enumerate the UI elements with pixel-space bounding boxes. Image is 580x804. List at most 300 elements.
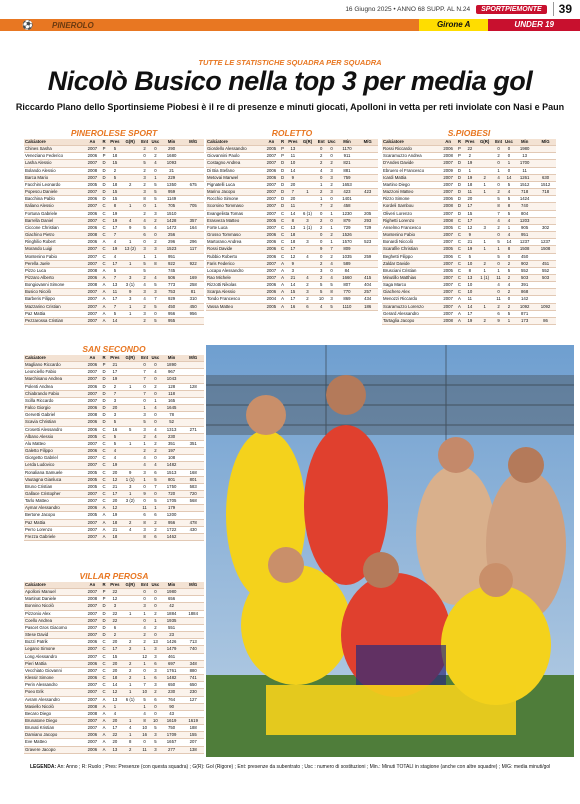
table-cell: 2 <box>150 440 161 447</box>
table-cell: 2006 <box>265 232 279 239</box>
table-cell: Damiano Jacopo <box>24 732 85 739</box>
table-header-row <box>24 355 204 362</box>
table-cell: 12 <box>109 505 122 512</box>
table-cell: 9 <box>287 260 299 267</box>
table-cell <box>121 462 139 469</box>
table-cell: 90 <box>161 703 183 710</box>
stats-table <box>24 582 204 754</box>
table-cell: 1750 <box>161 483 183 490</box>
table-cell: 2007 <box>85 146 99 153</box>
table-cell: C <box>100 490 109 497</box>
table-cell: 5 <box>121 426 139 433</box>
table-cell <box>182 397 204 404</box>
table-cell: 20 <box>287 196 299 203</box>
table-cell: 2 <box>109 383 122 390</box>
table-cell <box>535 310 556 317</box>
table-row <box>206 224 378 231</box>
table-cell <box>182 196 204 203</box>
table-cell: 1 <box>150 505 161 512</box>
table-cell: D <box>100 610 109 617</box>
table-cell <box>299 203 316 210</box>
table-cell <box>535 153 556 160</box>
table-cell: 13 <box>109 282 122 289</box>
table-cell: 5 <box>139 260 150 267</box>
table-cell: 8 <box>504 203 514 210</box>
table-cell: Eve Matteo <box>24 739 85 746</box>
table-cell: A <box>100 505 109 512</box>
table-cell <box>357 246 378 253</box>
table-cell: 18 <box>109 181 122 188</box>
table-cell <box>121 196 139 203</box>
table-row <box>382 174 556 181</box>
table-cell: 568 <box>182 498 204 505</box>
table-cell: 23 <box>161 632 183 639</box>
table-cell <box>476 167 493 174</box>
table-cell <box>476 253 493 260</box>
girone-tag: Girone A <box>419 19 488 31</box>
table-row <box>24 689 204 696</box>
table-cell: Fortuna Gabriele <box>24 210 85 217</box>
table-cell <box>299 146 316 153</box>
table-cell: 5 <box>109 174 122 181</box>
table-cell: 8 <box>464 267 476 274</box>
table-row <box>382 189 556 196</box>
column-header: Pres <box>465 139 475 144</box>
table-cell: 2005 <box>441 246 455 253</box>
table-cell: 128 <box>161 383 183 390</box>
table-cell: 0 <box>139 203 150 210</box>
table-cell: 391 <box>514 282 535 289</box>
table-row <box>206 174 378 181</box>
table-cell: 2 <box>139 274 150 281</box>
table-cell: D <box>100 617 109 624</box>
table-cell: Marchisano Andrea <box>24 376 85 383</box>
table-cell: 2007 <box>85 490 99 497</box>
table-cell: 2006 <box>85 153 99 160</box>
table-row <box>382 196 556 203</box>
table-cell: 2006 <box>265 289 279 296</box>
table-row <box>382 153 556 160</box>
table-cell: 1 <box>150 397 161 404</box>
table-cell: 2006 <box>85 224 99 231</box>
table-cell: C <box>455 246 464 253</box>
table-cell: 804 <box>514 210 535 217</box>
table-cell: 2 <box>316 217 326 224</box>
table-cell: A <box>100 239 109 246</box>
table-cell: 1513 <box>161 469 183 476</box>
table-cell: 0 <box>150 146 161 153</box>
table-cell: 1 <box>121 310 139 317</box>
table-cell: Faris Federico <box>206 260 265 267</box>
table-cell: A <box>455 310 464 317</box>
table-cell: 1 <box>493 267 503 274</box>
table-cell: Righetti Lorenzo <box>382 217 441 224</box>
table-cell: 2006 <box>85 239 99 246</box>
table-row <box>24 725 204 732</box>
table-cell: 2007 <box>265 160 279 167</box>
table-cell: 0 <box>316 232 326 239</box>
table-cell: 15 <box>109 160 122 167</box>
table-cell: C <box>100 476 109 483</box>
table-cell: 4 <box>326 274 336 281</box>
table-cell <box>182 653 204 660</box>
table-cell: 430 <box>182 526 204 533</box>
table-cell: 718 <box>535 189 556 196</box>
table-cell: 6 <box>150 675 161 682</box>
table-cell: 2007 <box>85 696 99 703</box>
column-header: M/G <box>535 139 556 146</box>
table-cell: 19 <box>109 210 122 217</box>
column-header: R <box>100 355 109 362</box>
table-cell: 720 <box>182 490 204 497</box>
table-cell: C <box>100 469 109 476</box>
table-cell: 2007 <box>441 282 455 289</box>
table-cell: Becaro Diego <box>24 710 85 717</box>
table-cell: 2007 <box>265 196 279 203</box>
table-cell: 718 <box>514 189 535 196</box>
table-cell: 1 <box>476 267 493 274</box>
table-cell: 2 <box>150 239 161 246</box>
table-cell: 271 <box>182 426 204 433</box>
team-photo <box>206 345 574 757</box>
table-cell: Metovai Manwel <box>206 174 265 181</box>
table-cell: 2006 <box>85 426 99 433</box>
table-cell: 18 <box>287 232 299 239</box>
table-cell: Paz Mattia <box>24 310 85 317</box>
table-cell: 1884 <box>182 610 204 617</box>
table-cell: D <box>455 210 464 217</box>
table-cell: 1237 <box>535 239 556 246</box>
table-cell: A <box>100 310 109 317</box>
table-cell: Gallace Cristopher <box>24 490 85 497</box>
table-cell <box>121 369 139 376</box>
table-cell: 52 <box>161 419 183 426</box>
table-row <box>24 289 204 296</box>
table-cell: 10 <box>464 282 476 289</box>
table-cell: Menozzi Riccardo <box>382 296 441 303</box>
table-cell: Galetto Filippo <box>24 448 85 455</box>
column-header: Ent <box>141 355 149 360</box>
table-cell: Bozzi Patrik <box>24 639 85 646</box>
table-row <box>24 224 204 231</box>
table-cell: Barberis Filippo <box>24 296 85 303</box>
table-cell: Tartaglia Jacopo <box>382 317 441 324</box>
table-cell: 2006 <box>265 253 279 260</box>
table-cell: 7 <box>109 303 122 310</box>
table-cell: C <box>100 639 109 646</box>
table-cell: 0 <box>326 196 336 203</box>
table-cell: 4 <box>109 710 122 717</box>
table-cell: 10 <box>464 289 476 296</box>
table-cell: C <box>100 675 109 682</box>
table-cell: 750 <box>161 725 183 732</box>
table-cell: 0 <box>150 310 161 317</box>
table-cell: Costagno Andrea <box>206 160 265 167</box>
column-header: Min <box>161 355 183 362</box>
table-cell: 2008 <box>441 217 455 224</box>
table-cell <box>121 317 139 324</box>
table-cell: Morando Luigi <box>24 246 85 253</box>
table-row <box>382 167 556 174</box>
table-cell: 5 <box>326 303 336 310</box>
table-cell: 1110 <box>337 303 358 310</box>
table-cell: 2007 <box>85 603 99 610</box>
table-cell: C <box>100 433 109 440</box>
table-row <box>24 639 204 646</box>
table-cell: 1482 <box>161 462 183 469</box>
table-cell: Brusciani Cristian <box>382 267 441 274</box>
table-cell: Forte Luca <box>206 224 265 231</box>
table-cell: 4 <box>493 174 503 181</box>
table-cell: 2006 <box>441 253 455 260</box>
table-cell: 3 <box>150 289 161 296</box>
table-cell: Aymar Alessandro <box>24 505 85 512</box>
table-cell: 2 <box>476 260 493 267</box>
table-cell: 1170 <box>337 146 358 153</box>
table-row <box>24 682 204 689</box>
table-row <box>206 253 378 260</box>
table-cell: 20 <box>287 181 299 188</box>
table-cell: Rocchio Simone <box>206 196 265 203</box>
table-cell: Tondo Francesco <box>206 296 265 303</box>
table-row <box>24 196 204 203</box>
table-cell: 10 <box>287 160 299 167</box>
table-cell: 1 <box>139 646 150 653</box>
table-cell: 0 <box>316 146 326 153</box>
table-cell: C <box>278 253 287 260</box>
table-cell: C <box>455 289 464 296</box>
table-cell: 4 <box>139 455 150 462</box>
table-cell <box>476 310 493 317</box>
table-cell: 5 <box>150 189 161 196</box>
column-header: Min <box>514 139 535 146</box>
table-cell: D <box>100 632 109 639</box>
table-cell: 3 <box>109 397 122 404</box>
column-header: Calciatore <box>206 139 265 146</box>
table-cell <box>121 390 139 397</box>
table-cell: 871 <box>514 310 535 317</box>
table-cell: 1 <box>121 303 139 310</box>
table-cell: 14 <box>287 167 299 174</box>
table-cell <box>121 653 139 660</box>
table-cell: 745 <box>161 267 183 274</box>
table-cell: 2007 <box>441 303 455 310</box>
table-cell <box>121 703 139 710</box>
table-cell: 8 <box>287 217 299 224</box>
table-row <box>382 239 556 246</box>
table-cell: 5 <box>150 498 161 505</box>
table-cell: 2007 <box>85 217 99 224</box>
table-cell: 169 <box>182 274 204 281</box>
column-header: Min <box>161 139 183 146</box>
table-cell <box>357 232 378 239</box>
column-header: M/G <box>182 582 204 589</box>
table-cell: 2007 <box>85 303 99 310</box>
table-cell <box>535 210 556 217</box>
table-row <box>24 419 204 426</box>
table-row <box>24 667 204 674</box>
table-row <box>24 217 204 224</box>
table-cell: D <box>455 196 464 203</box>
table-cell <box>299 267 316 274</box>
table-row <box>24 317 204 324</box>
table-cell: 2005 <box>85 483 99 490</box>
table-row <box>24 505 204 512</box>
table-cell: A <box>100 289 109 296</box>
table-cell: D <box>100 181 109 188</box>
table-cell: 1 <box>121 203 139 210</box>
table-cell: 1705 <box>161 498 183 505</box>
table-cell: 1428 <box>161 217 183 224</box>
table-cell: 11 <box>287 153 299 160</box>
table-cell: 3 <box>150 746 161 753</box>
table-cell: 188 <box>182 725 204 732</box>
table-cell <box>182 253 204 260</box>
table-cell: 8 <box>139 717 150 724</box>
table-cell: 0 <box>493 146 503 153</box>
table-cell: Scavia Christian <box>24 419 85 426</box>
table-cell: A <box>100 732 109 739</box>
table-cell: D <box>100 405 109 412</box>
column-header: Calciatore <box>24 582 85 589</box>
table-cell <box>299 153 316 160</box>
table-cell: Pizzaro Alberto <box>24 274 85 281</box>
table-cell: C <box>455 232 464 239</box>
table-cell: 503 <box>535 274 556 281</box>
table-cell: 2 <box>316 189 326 196</box>
table-cell: 1523 <box>161 246 183 253</box>
table-cell: 1890 <box>161 362 183 369</box>
table-cell: 1 <box>493 246 503 253</box>
table-cell: 3 (2) <box>121 498 139 505</box>
table-cell: Rizzo Simone <box>382 196 441 203</box>
top-line <box>0 0 580 18</box>
column-header: R <box>100 139 109 146</box>
table-cell: 2 <box>121 646 139 653</box>
table-cell: P <box>100 596 109 603</box>
table-row <box>206 274 378 281</box>
table-cell <box>121 617 139 624</box>
table-cell: C <box>100 455 109 462</box>
table-cell: C <box>455 253 464 260</box>
table-cell: 2007 <box>441 160 455 167</box>
table-cell: Martinat Daniele <box>24 596 85 603</box>
table-cell: Scaramuzzo Andrea <box>382 153 441 160</box>
table-cell: 2 <box>299 282 316 289</box>
table-cell: 2007 <box>85 725 99 732</box>
headline: Nicolò Busico nella top 3 per media gol <box>47 66 533 96</box>
table-cell: 5 <box>493 196 503 203</box>
table-cell: 2008 <box>85 232 99 239</box>
table-cell: P <box>100 146 109 153</box>
table-cell: 17 <box>464 203 476 210</box>
table-cell: 1035 <box>337 253 358 260</box>
table-cell: 9 <box>139 490 150 497</box>
table-row <box>382 289 556 296</box>
table-cell: Tarlo Matteo <box>24 498 85 505</box>
table-cell: Icardi Mattia <box>382 174 441 181</box>
table-cell: 4 <box>504 232 514 239</box>
table-cell: 1 <box>121 490 139 497</box>
column-header: G(R) <box>121 582 139 589</box>
table-cell: Pizzonio Alex <box>24 610 85 617</box>
table-cell: 13 <box>464 274 476 281</box>
table-cell: 0 <box>150 167 161 174</box>
table-cell: 1722 <box>161 526 183 533</box>
page-number: 39 <box>553 2 572 16</box>
table-cell: 2006 <box>85 732 99 739</box>
table-cell: 15 <box>109 196 122 203</box>
table-cell: 3 <box>476 224 493 231</box>
table-cell: 458 <box>337 203 358 210</box>
table-cell: 18 <box>109 153 122 160</box>
table-cell: 967 <box>161 369 183 376</box>
table-cell <box>357 174 378 181</box>
table-cell: Kordeli Sambou <box>382 203 441 210</box>
table-cell: 2005 <box>441 267 455 274</box>
table-cell: 1619 <box>182 717 204 724</box>
table-cell: 2007 <box>265 210 279 217</box>
table-cell: Barrella Daniel <box>24 217 85 224</box>
table-cell: 3 <box>139 174 150 181</box>
table-cell: A <box>100 533 109 540</box>
table-cell: C <box>455 282 464 289</box>
table-cell: 1 <box>121 239 139 246</box>
table-row <box>24 303 204 310</box>
table-cell: 142 <box>514 296 535 303</box>
table-row <box>382 296 556 303</box>
table-cell: Perin Alessandro <box>24 682 85 689</box>
table-cell: 1 <box>109 703 122 710</box>
table-cell: 2 <box>316 274 326 281</box>
table-cell: 13 (2) <box>121 246 139 253</box>
table-cell: 296 <box>161 239 183 246</box>
table-cell <box>121 448 139 455</box>
table-cell: 165 <box>161 397 183 404</box>
table-cell: D'Andes Davide <box>382 160 441 167</box>
table-cell <box>121 533 139 540</box>
table-cell: Martino Diego <box>382 181 441 188</box>
table-cell: 0 <box>150 596 161 603</box>
table-row <box>382 246 556 253</box>
kicker: TUTTE LE STATISTICHE SQUADRA PER SQUADRA <box>198 58 382 67</box>
table-cell: 17 <box>109 490 122 497</box>
table-cell <box>121 253 139 260</box>
table-cell: 9 <box>121 224 139 231</box>
table-cell: 4 <box>150 462 161 469</box>
table-row <box>382 217 556 224</box>
table-cell: Ronaliana Samuele <box>24 469 85 476</box>
table-cell: 404 <box>357 282 378 289</box>
table-cell: 2008 <box>85 703 99 710</box>
table-cell: Zaldar Davide <box>382 260 441 267</box>
table-cell: 10 <box>139 725 150 732</box>
table-cell: Rizzotti Nikolas <box>206 282 265 289</box>
table-cell: 2006 <box>85 196 99 203</box>
table-cell <box>535 146 556 153</box>
table-cell: 2007 <box>85 174 99 181</box>
column-header: G(R) <box>121 139 139 146</box>
table-cell <box>476 203 493 210</box>
table-row <box>24 455 204 462</box>
column-header: G(R) <box>299 139 316 146</box>
table-cell: A <box>100 519 109 526</box>
table-cell: 9 <box>287 174 299 181</box>
table-cell: 3 <box>299 217 316 224</box>
table-cell <box>121 624 139 631</box>
table-cell: 2007 <box>441 274 455 281</box>
table-cell <box>357 181 378 188</box>
